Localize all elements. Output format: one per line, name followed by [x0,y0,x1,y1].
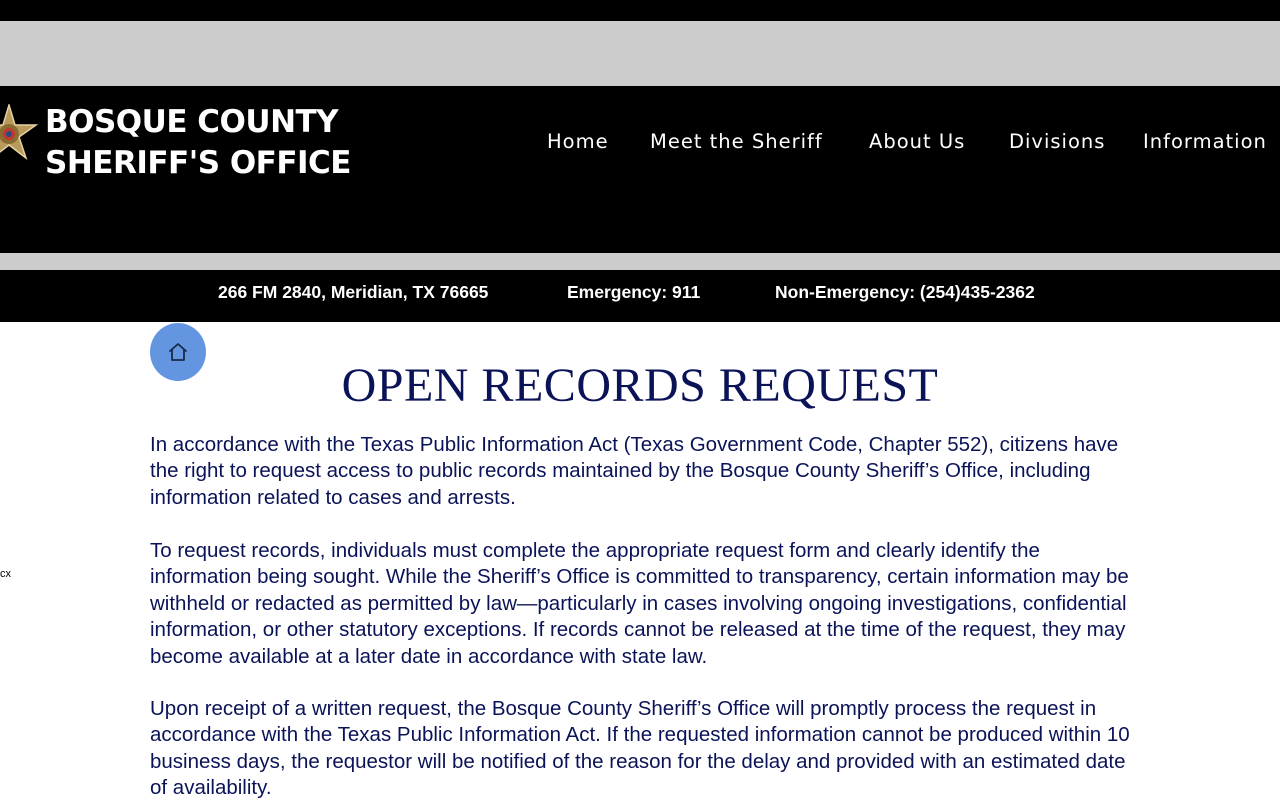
main-nav [0,130,1280,156]
site-header [0,86,1280,253]
side-text-fragment: cx [0,568,11,580]
paragraph-request-process: To request records, individuals must complete the appropriate request form and clearly identify the information being sought. While the Sheriff’s Office is committed to transparency, certain information may be withheld or redacted as permitted by law—particularly in cases involving ongoing investigations, confidential information, or other statutory exceptions. If records cannot be released at the time of the request, they may become available at a later date in accordance with state law. [150,539,1129,668]
nav-item-about-us[interactable]: About Us [869,130,966,153]
grey-divider-band [0,253,1280,270]
nav-item-meet-the-sheriff[interactable]: Meet the Sheriff [650,130,823,153]
paragraph-intro: In accordance with the Texas Public Information Act (Texas Government Code, Chapter 552), citizens have the right to request access to public records maintained by the Bosque County Sheriff’s Office, including information related to cases and arrests. [150,433,1119,509]
contact-non-emergency: Non-Emergency: (254)435-2362 [775,282,1035,302]
nav-item-information[interactable]: Information [1143,130,1267,153]
page-title: OPEN RECORDS REQUEST [341,359,939,412]
logo-line-2: SHERIFF'S OFFICE [45,145,351,181]
top-black-strip [0,0,1280,21]
nav-item-divisions[interactable]: Divisions [1009,130,1106,153]
contact-emergency: Emergency: 911 [567,282,701,302]
contact-bar [0,270,1280,322]
top-grey-band [0,21,1280,86]
nav-item-home[interactable]: Home [547,130,609,153]
contact-address: 266 FM 2840, Meridian, TX 76665 [218,282,489,302]
logo-line-1: BOSQUE COUNTY [45,104,339,140]
paragraph-processing-time: Upon receipt of a written request, the Bosque County Sheriff’s Office will promptly process the request in accordance with the Texas Public Information Act. If the requested information cannot be produced within 10 business days, the requestor will be notified of the reason for the delay and provided with an estimated date of availability. [150,697,1130,800]
